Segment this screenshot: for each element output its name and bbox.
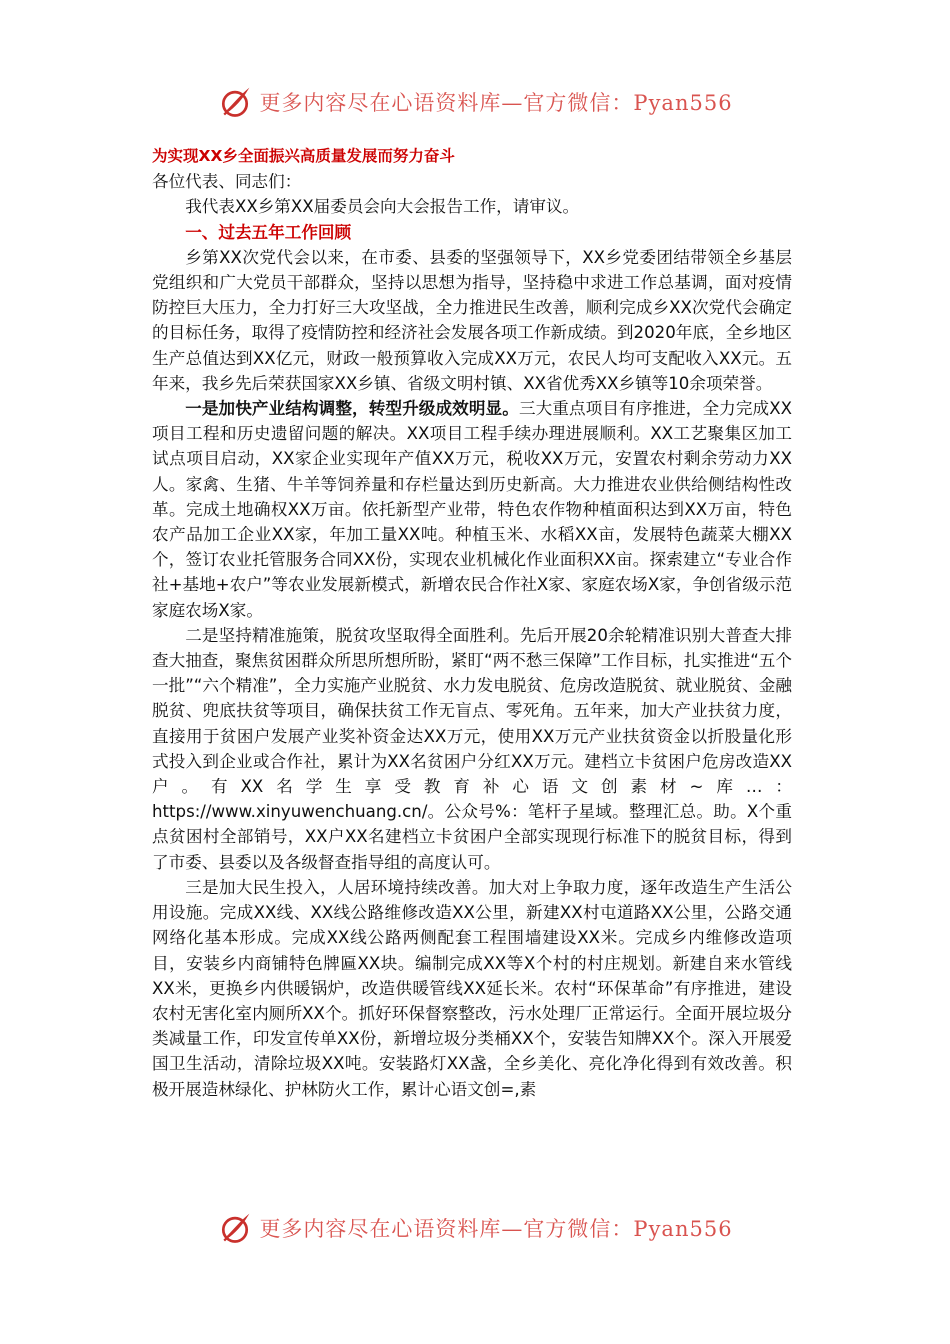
watermark-banner-top [0,82,950,122]
paragraph-poverty: 二是坚持精准施策，脱贫攻坚取得全面胜利。先后开展20余轮精准识别大普查大排查大抽查，聚焦贫困群众所思所想所盼，紧盯“两不愁三保障”工作目标，扎实推进“五个一批”“六个精准”，全力实施产业脱贫、水力发电脱贫、危房改造脱贫、就业脱贫、金融脱贫、兜底扶贫等项目，确保扶贫工作无盲点、零死角。五年来，加大产业扶贫力度，直接用于贫困户发展产业奖补资金达XX万元，使用XX万元产业扶贫资金以折股量化形式投入到企业或合作社，累计为XX名贫困户分红XX万元。建档立卡贫困户危房改造XX户。有XX名学生享受教育补心语文创素材~库…：https://www.xinyuwenchuang.cn/。公众号%：笔杆子星域。整理汇总。助。X个重点贫困村全部销号，XX户XX名建档立卡贫困户全部实现现行标准下的脱贫目标，得到了市委、县委以及各级督查指导组的高度认可。 [152,625,792,872]
section-heading: 一、过去五年工作回顾 [185,222,352,242]
feather-pen-logo-icon [217,1210,253,1246]
document-body [152,144,792,1102]
intro-paragraph: 我代表XX乡第XX届委员会向大会报告工作，请审议。 [185,197,580,217]
feather-pen-logo-icon [217,84,253,120]
paragraph-industry [152,396,792,623]
paragraph-lead: 一是加快产业结构调整，转型升级成效明显。 [185,399,519,419]
watermark-text: 更多内容尽在心语资料库—官方微信：Pyan556 [259,1217,733,1241]
watermark-text: 更多内容尽在心语资料库—官方微信：Pyan556 [259,91,733,115]
watermark-banner-bottom [0,1208,950,1248]
paragraph-livelihood: 三是加大民生投入，人居环境持续改善。加大对上争取力度，逐年改造生产生活公用设施。完成XX线、XX线公路维修改造XX公里，新建XX村屯道路XX公里，公路交通网络化基本形成。完成XX线公路两侧配套工程围墙建设XX米。完成乡内维修改造项目，安装乡内商铺特色牌匾XX块。编制完成XX等X个村的村庄规划。新建自来水管线XX米，更换乡内供暖锅炉，改造供暖管线XX延长米。农村“环保革命”有序推进，建设农村无害化室内厕所XX个。抓好环保督察整改，污水处理厂正常运行。全面开展垃圾分类减量工作，印发宣传单XX份，新增垃圾分类桶XX个，安装告知牌XX个。深入开展爱国卫生活动，清除垃圾XX吨。安装路灯XX盏，全乡美化、亮化净化得到有效改善。积极开展造林绿化、护林防火工作，累计心语文创=,素 [152,877,792,1099]
paragraph-industry-body: 三大重点项目有序推进，全力完成XX项目工程和历史遗留问题的解决。XX项目工程手续办理进展顺利。XX工艺聚集区加工试点项目启动，XX家企业实现年产值XX万元，税收XX万元，安置农村剩余劳动力XX人。家禽、生猪、牛羊等饲养量和存栏量达到历史新高。大力推进农业供给侧结构性改革。完成土地确权XX万亩。依托新型产业带，特色农作物种植面积达到XX万亩，特色农产品加工企业XX家，年加工量XX吨。种植玉米、水稻XX亩，发展特色蔬菜大棚XX个，签订农业托管服务合同XX份，实现农业机械化作业面积XX亩。探索建立“专业合作社+基地+农户”等农业发展新模式，新增农民合作社X家、家庭农场X家，争创省级示范家庭农场X家。 [152,399,792,620]
paragraph-overview: 乡第XX次党代会以来，在市委、县委的坚强领导下，XX乡党委团结带领全乡基层党组织和广大党员干部群众，坚持以思想为指导，坚持稳中求进工作总基调，面对疫情防控巨大压力，全力打好三大攻坚战，全力推进民生改善，顺利完成乡XX次党代会确定的目标任务，取得了疫情防控和经济社会发展各项工作新成绩。到2020年底，全乡地区生产总值达到XX亿元，财政一般预算收入完成XX万元，农民人均可支配收入XX元。五年来，我乡先后荣获国家XX乡镇、省级文明村镇、XX省优秀XX乡镇等10余项荣誉。 [152,247,792,393]
document-title: 为实现XX乡全面振兴高质量发展而努力奋斗 [152,147,455,165]
salutation: 各位代表、同志们： [152,172,302,192]
